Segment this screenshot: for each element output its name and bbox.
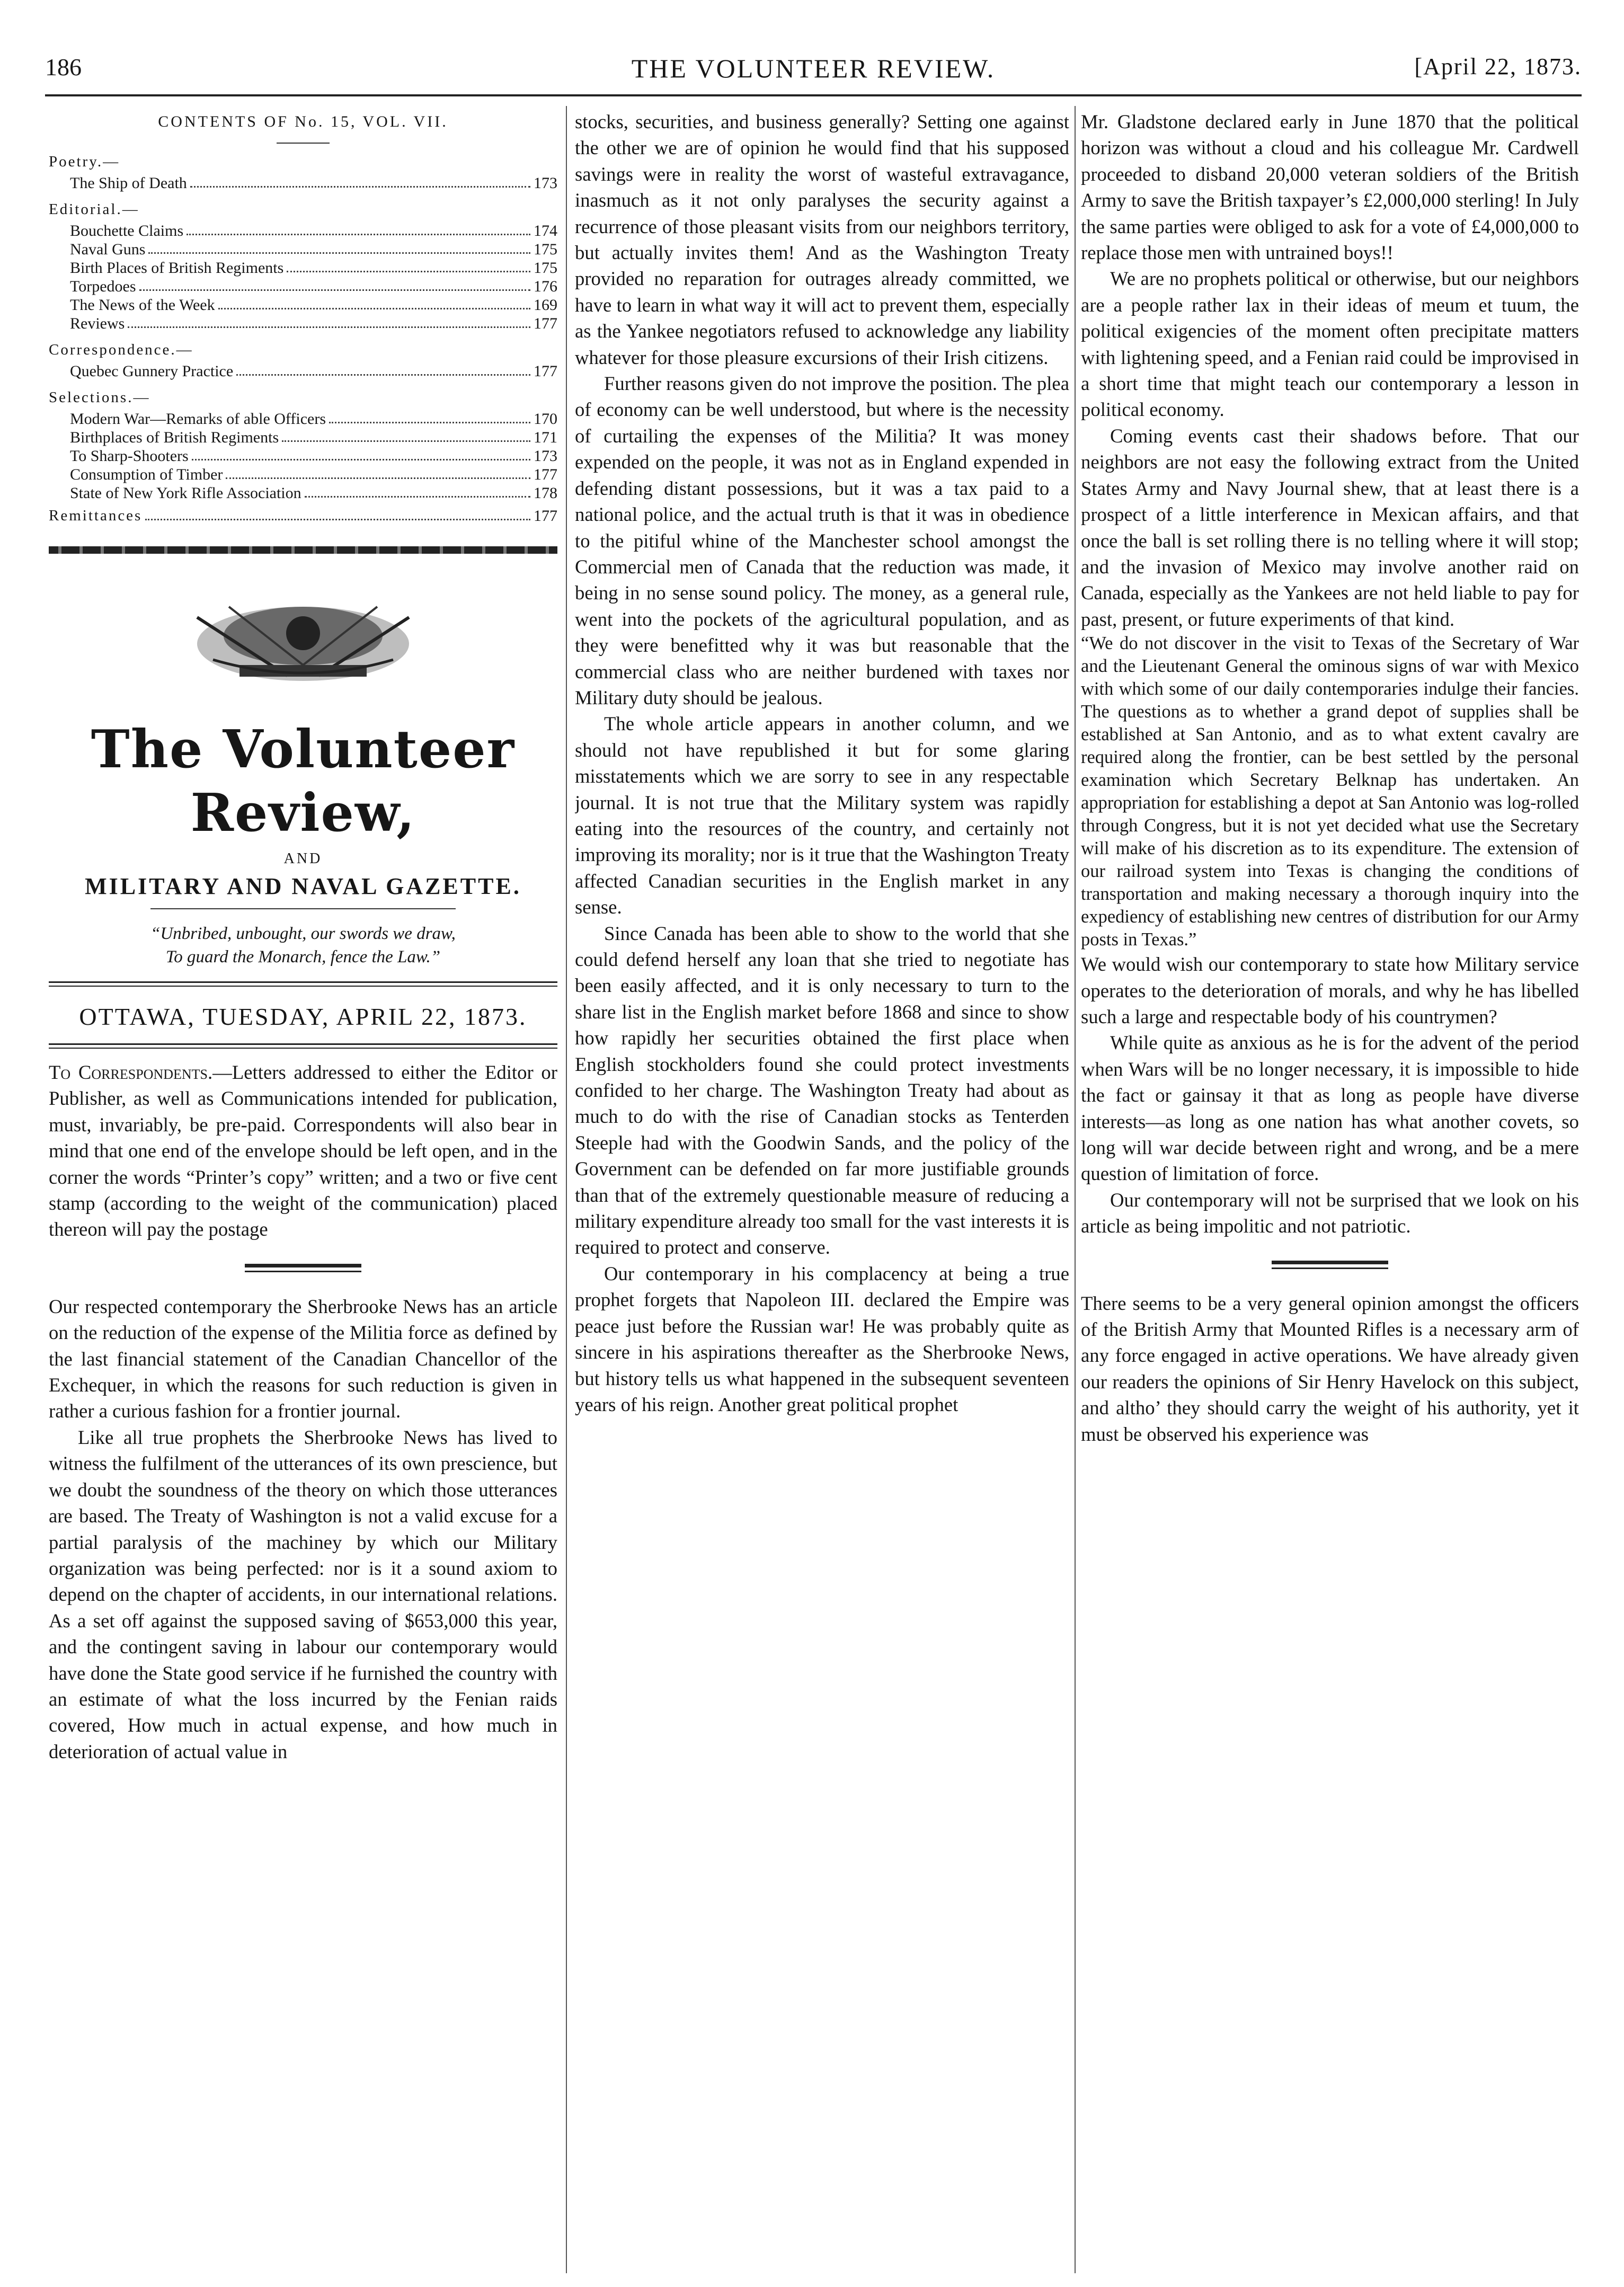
contents-entry-remittances: Remittances 177	[49, 507, 557, 525]
article-paragraph: There seems to be a very general opinion amongst the officers of the British Army that Mounted Rifles is a necessary arm of any force engaged in active operations. We have already given our readers the opinions of Sir Henry Havelock on this subject, and altho’ they should carry the weight of his authority, yet it must be observed his experience was	[1081, 1292, 1579, 1445]
contents-section-poetry	[49, 153, 557, 192]
section-separator	[1272, 1261, 1388, 1269]
dateline-rule-bottom	[49, 1043, 557, 1049]
contents-entry: Torpedoes 176	[70, 278, 557, 295]
article-paragraph: Coming events cast their shadows before. That our neighbors are not easy the following extract from the United States Army and Navy Journal shew, that at least there is a prospect of a little interference in Mexican affairs, and that once the ball is set rolling there is no telling where it will stop; and the invasion of Mexico may involve another raid on Canada, especially as the Yankees are not held liable to pay for past, present, or future experiments of that kind.	[1081, 424, 1579, 630]
dateline: OTTAWA, TUESDAY, APRIL 22, 1873.	[79, 1003, 527, 1030]
page-number: 186	[45, 54, 82, 81]
contents-entry: Modern War—Remarks of able Officers 170	[70, 410, 557, 428]
running-title: THE VOLUNTEER REVIEW.	[631, 54, 996, 83]
contents-section-title: Poetry.—	[49, 153, 120, 170]
contents-entry: Quebec Gunnery Practice 177	[70, 362, 557, 380]
article-paragraph: Mr. Gladstone declared early in June 1870 that the political horizon was without a cloud and his colleague Mr. Cardwell proceeded to disband 20,000 veteran soldiers of the British Army to save the British taxpayer’s £2,000,000 sterling! In July the same parties were obliged to ask for a vote of £4,000,000 to replace those men with untrained boys!!	[1081, 111, 1579, 264]
contents-entry: To Sharp-Shooters 173	[70, 447, 557, 465]
masthead-subtitle: MILITARY AND NAVAL GAZETTE.	[85, 873, 521, 899]
contents-entry: The News of the Week 169	[70, 296, 557, 314]
article-paragraph: Further reasons given do not improve the position. The plea of economy can be well understood, but where is the necessity of curtailing the expenses of the Militia? It was money expended on the people, it was not as in England expended in defending distant possessions, but it was a tax paid to a national police, and the actual truth is that it was in obedience to the pitiful whine of the Manchester school amongst the Commercial men of Canada that the reduction was made, it being in no sense sound policy. The money, as a general rule, went into the pockets of the agricultural population, and as they were benefitted why it was but reasonable that the commercial class who are neither burdened with taxes nor Military duty should be jealous.	[575, 373, 1069, 708]
decorative-rule	[49, 546, 557, 554]
contents-entry: Naval Guns 175	[70, 241, 557, 258]
masthead-title: The Volunteer Review,	[91, 719, 516, 844]
dateline-rule-top	[49, 981, 557, 987]
contents-entry: State of New York Rifle Association 178	[70, 484, 557, 502]
contents-section-correspondence	[49, 341, 557, 380]
column-1	[49, 109, 557, 2271]
contents-entry: Reviews 177	[70, 315, 557, 332]
article-paragraph: Like all true prophets the Sherbrooke News has lived to witness the fulfilment of the utterances of its own prescience, but we doubt the soundness of the theory on which those utterances are based. The Treaty of Washington is not a valid excuse for a partial paralysis of the machiney by which our Military organization was being perfected: nor is it a sound axiom to depend on the chapter of accidents, in our international relations. As a set off against the supposed saving of $653,000 this year, and the contingent saving in labour our contemporary would have done the State good service if he furnished the country with an estimate of what the loss incurred by the Fenian raids covered, How much in actual expense, and how much in deterioration of actual value in	[49, 1426, 557, 1762]
contents-entry: Birthplaces of British Regiments 171	[70, 429, 557, 446]
header-rule	[45, 94, 1582, 96]
quoted-extract: “We do not discover in the visit to Texas of the Secretary of War and the Lieutenant General the ominous signs of war with Mexico with which some of our daily contemporaries indulge their fancies. The questions as to whether a grand depot of supplies shall be established at San Antonio, and as to what extent cavalry are required along the frontier, can be best settled by the personal examination which Secretary Belknap has undertaken. An appropriation for establishing a depot at San Antonio was log-rolled through Congress, but it is not yet decided what use the Secretary will make of his discretion as to its expenditure. The extension of our railroad system into Texas is changing the conditions of transportation and making necessary a thorough inquiry into the expediency of establishing new centres of distribution for our Army posts in Texas.”	[1081, 633, 1579, 950]
correspondents-notice: To Correspondents.—Letters addressed to either the Editor or Publisher, as well as Communications intended for publication, must, invariably, be pre-paid. Correspondents will also bear in mind that one end of the envelope should be left open, and in the corner the words “Printer’s copy” written; and a two or five cent stamp (according to the weight of the communication) placed thereon will pay the postage	[49, 1061, 557, 1240]
section-separator	[245, 1264, 361, 1272]
contents-section-title: Selections.—	[49, 389, 150, 406]
masthead-and: AND	[283, 850, 323, 867]
article-paragraph: Our contemporary in his complacency at being a true prophet forgets that Napoleon III. declared the Empire was peace just before the Russian war! He was probably quite as sincere in his aspirations thereafter as the Sherbrooke News, but history tells us what happened in the subsequent seventeen years of his reign. Another great political prophet	[575, 1262, 1069, 1415]
contents-entry: Birth Places of British Regiments 175	[70, 259, 557, 277]
column-rule-1	[566, 106, 567, 2273]
column-2	[575, 109, 1069, 2271]
contents-section-selections	[49, 389, 557, 502]
running-header	[45, 53, 1582, 95]
issue-date: [April 22, 1873.	[1414, 54, 1582, 79]
article-paragraph: We are no prophets political or otherwise, but our neighbors are a people rather lax in their ideas of meum et tuum, the political exigencies of the moment often precipitate matters with lightening speed, and a Fenian raid could be improvised in a short time that might teach our contemporary a lesson in political economy.	[1081, 268, 1579, 421]
article-paragraph: Since Canada has been able to show to the world that she could defend herself any loan that she tried to negotiate has been easily affected, and it is only necessary to turn to the share list in the English market before 1868 and since to show how rapidly her securities obtained the first place when English stockholders found she could protect investments confided to her charge. The Washington Treaty had about as much to do with the rise of Canadian stocks as Tenterden Steeple had with the Goodwin Sands, and the policy of the Government can be defended on far more justifiable grounds than that of the extremely questionable measure of reducing a military expenditure already too small for the vast interests it is required to protect and conserve.	[575, 922, 1069, 1258]
contents-section-title: Editorial.—	[49, 201, 139, 218]
masthead-rule	[150, 908, 456, 909]
article-paragraph: Our contemporary will not be surprised that we look on his article as being impolitic and not patriotic.	[1081, 1189, 1579, 1237]
contents-entry: Consumption of Timber 177	[70, 466, 557, 483]
contents-entry: Bouchette Claims 174	[70, 222, 557, 240]
article-paragraph: We would wish our contemporary to state how Military service operates to the deterioration of morals, and why he has libelled such a large and respectable body of his countrymen?	[1081, 953, 1579, 1027]
article-paragraph: Our respected contemporary the Sherbrooke News has an article on the reduction of the expense of the Militia force as defined by the last financial statement of the Canadian Chancellor of the Exchequer, in which the reasons for such reduction is given in rather a curious fashion for a frontier journal.	[49, 1295, 557, 1422]
contents-rule	[277, 143, 330, 144]
contents-section-title: Correspondence.—	[49, 341, 193, 358]
article-paragraph: stocks, securities, and business generally? Setting one against the other we are of opinion he would find that his supposed savings were in reality the worst of wasteful extravagance, inasmuch as it not only paralyses the security against a recurrence of those pleasant visits from our neighbors territory, but actually invites them! And as the Washington Treaty provided no reparation for outrages already committed, we have to learn in what way it will act to prevent them, especially as the Yankee negotiators refused to acknowledge any liability whatever for those pleasure excursions of their Irish citizens.	[575, 111, 1069, 368]
article-paragraph: While quite as anxious as he is for the advent of the period when Wars will be no longer necessary, it is impossible to hide the fact or gainsay it that as long as people have diverse interests—as long as one nation has what another covets, so long will war decide between right and wrong, and be a mere question of limitation of force.	[1081, 1032, 1579, 1185]
masthead-motto: “Unbribed, unbought, our swords we draw, To guard the Monarch, fence the Law.”	[150, 924, 456, 967]
contents-title: CONTENTS OF No. 15, VOL. VII.	[158, 113, 448, 130]
column-rule-2	[1075, 106, 1076, 2273]
column-3	[1081, 109, 1579, 2271]
military-trophy-vignette	[165, 586, 441, 692]
contents-entry: The Ship of Death 173	[70, 174, 557, 192]
contents-section-editorial	[49, 201, 557, 333]
article-paragraph: The whole article appears in another column, and we should not have republished it but for some glaring misstatements which we are sorry to see in any respectable journal. It is not true that the Military system was rapidly eating into the resources of the country, and certainly not improving its morality; nor is it true that the Washington Treaty affected Canadian securities in the English market in any sense.	[575, 713, 1069, 918]
